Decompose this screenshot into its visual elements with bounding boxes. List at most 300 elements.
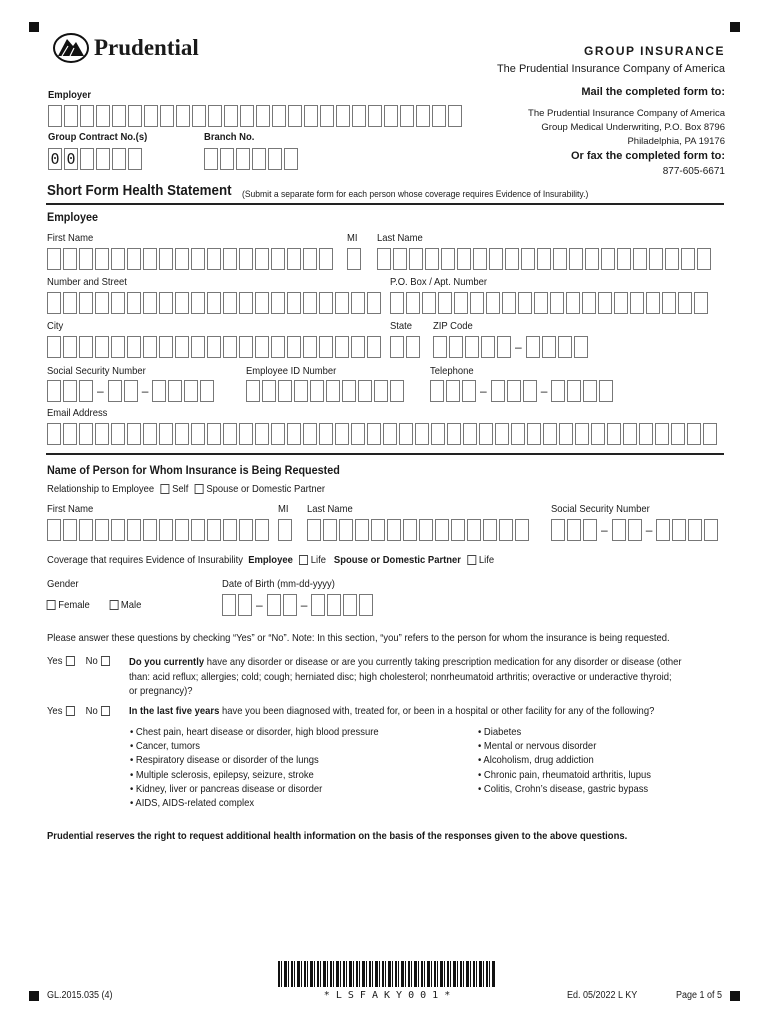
char-box[interactable] — [79, 248, 93, 270]
char-box[interactable] — [191, 292, 205, 314]
city-field[interactable] — [47, 336, 383, 358]
char-box[interactable] — [433, 336, 447, 358]
char-box[interactable] — [601, 248, 615, 270]
char-box[interactable] — [671, 423, 685, 445]
char-box[interactable] — [271, 292, 285, 314]
char-box[interactable] — [335, 423, 349, 445]
char-box[interactable] — [79, 292, 93, 314]
spouse-life-checkbox[interactable] — [467, 555, 476, 565]
insured-first-name-field[interactable] — [47, 519, 271, 541]
q1-yes-checkbox[interactable] — [66, 656, 75, 666]
char-box[interactable] — [271, 336, 285, 358]
char-box[interactable] — [486, 292, 500, 314]
char-box[interactable] — [159, 248, 173, 270]
char-box[interactable] — [551, 519, 565, 541]
char-box[interactable] — [507, 380, 521, 402]
char-box[interactable] — [569, 248, 583, 270]
char-box[interactable] — [326, 380, 340, 402]
char-box[interactable] — [409, 248, 423, 270]
char-box[interactable] — [432, 105, 446, 127]
char-box[interactable] — [367, 336, 381, 358]
char-box[interactable] — [582, 292, 596, 314]
char-box[interactable] — [612, 519, 626, 541]
char-box[interactable] — [393, 248, 407, 270]
insured-ssn-field[interactable] — [551, 519, 720, 541]
char-box[interactable] — [256, 105, 270, 127]
char-box[interactable] — [351, 336, 365, 358]
char-box[interactable] — [63, 336, 77, 358]
char-box[interactable] — [267, 594, 281, 616]
char-box[interactable] — [465, 336, 479, 358]
char-box[interactable] — [143, 336, 157, 358]
char-box[interactable] — [128, 105, 142, 127]
char-box[interactable] — [646, 292, 660, 314]
char-box[interactable] — [399, 423, 413, 445]
char-box[interactable] — [566, 292, 580, 314]
char-box[interactable] — [390, 336, 404, 358]
char-box[interactable] — [287, 292, 301, 314]
char-box[interactable] — [390, 292, 404, 314]
char-box[interactable] — [467, 519, 481, 541]
char-box[interactable] — [224, 105, 238, 127]
char-box[interactable] — [495, 423, 509, 445]
char-box[interactable] — [614, 292, 628, 314]
char-box[interactable] — [160, 105, 174, 127]
char-box[interactable] — [268, 148, 282, 170]
char-box[interactable] — [207, 423, 221, 445]
char-box[interactable] — [335, 336, 349, 358]
char-box[interactable] — [176, 105, 190, 127]
char-box[interactable] — [526, 336, 540, 358]
char-box[interactable] — [63, 292, 77, 314]
char-box[interactable] — [288, 105, 302, 127]
char-box[interactable] — [703, 423, 717, 445]
char-box[interactable] — [351, 423, 365, 445]
char-box[interactable] — [287, 248, 301, 270]
char-box[interactable] — [704, 519, 718, 541]
char-box[interactable] — [143, 423, 157, 445]
char-box[interactable] — [598, 292, 612, 314]
employee-id-field[interactable] — [246, 380, 406, 402]
digit-box[interactable] — [96, 148, 110, 170]
char-box[interactable] — [48, 105, 62, 127]
char-box[interactable] — [448, 105, 462, 127]
char-box[interactable] — [457, 248, 471, 270]
char-box[interactable] — [79, 519, 93, 541]
char-box[interactable] — [159, 336, 173, 358]
char-box[interactable] — [567, 519, 581, 541]
char-box[interactable] — [438, 292, 452, 314]
char-box[interactable] — [95, 292, 109, 314]
char-box[interactable] — [542, 336, 556, 358]
char-box[interactable] — [447, 423, 461, 445]
char-box[interactable] — [239, 423, 253, 445]
digit-box[interactable] — [128, 148, 142, 170]
char-box[interactable] — [278, 380, 292, 402]
char-box[interactable] — [553, 248, 567, 270]
char-box[interactable] — [491, 380, 505, 402]
char-box[interactable] — [222, 594, 236, 616]
char-box[interactable] — [662, 292, 676, 314]
char-box[interactable] — [63, 380, 77, 402]
char-box[interactable] — [207, 292, 221, 314]
char-box[interactable] — [678, 292, 692, 314]
char-box[interactable] — [238, 594, 252, 616]
spouse-checkbox[interactable] — [195, 484, 204, 494]
char-box[interactable] — [108, 380, 122, 402]
char-box[interactable] — [310, 380, 324, 402]
char-box[interactable] — [159, 423, 173, 445]
char-box[interactable] — [335, 292, 349, 314]
char-box[interactable] — [111, 292, 125, 314]
char-box[interactable] — [607, 423, 621, 445]
char-box[interactable] — [499, 519, 513, 541]
char-box[interactable] — [111, 423, 125, 445]
char-box[interactable] — [550, 292, 564, 314]
char-box[interactable] — [303, 423, 317, 445]
char-box[interactable] — [454, 292, 468, 314]
char-box[interactable] — [262, 380, 276, 402]
char-box[interactable] — [489, 248, 503, 270]
char-box[interactable] — [184, 380, 198, 402]
char-box[interactable] — [449, 336, 463, 358]
char-box[interactable] — [95, 336, 109, 358]
char-box[interactable] — [255, 248, 269, 270]
telephone-field[interactable] — [430, 380, 615, 402]
digit-box[interactable] — [112, 148, 126, 170]
char-box[interactable] — [390, 380, 404, 402]
char-box[interactable] — [63, 248, 77, 270]
char-box[interactable] — [656, 519, 670, 541]
char-box[interactable] — [323, 519, 337, 541]
char-box[interactable] — [175, 423, 189, 445]
char-box[interactable] — [463, 423, 477, 445]
char-box[interactable] — [585, 248, 599, 270]
insured-last-name-field[interactable] — [307, 519, 531, 541]
char-box[interactable] — [143, 292, 157, 314]
char-box[interactable] — [223, 336, 237, 358]
char-box[interactable] — [272, 105, 286, 127]
employee-first-name-field[interactable] — [47, 248, 335, 270]
char-box[interactable] — [207, 336, 221, 358]
char-box[interactable] — [343, 594, 357, 616]
female-checkbox[interactable] — [47, 600, 56, 610]
char-box[interactable] — [327, 594, 341, 616]
insured-mi-field[interactable] — [278, 519, 294, 541]
char-box[interactable] — [462, 380, 476, 402]
branch-field[interactable] — [204, 148, 300, 170]
char-box[interactable] — [111, 336, 125, 358]
char-box[interactable] — [255, 336, 269, 358]
char-box[interactable] — [441, 248, 455, 270]
char-box[interactable] — [479, 423, 493, 445]
char-box[interactable] — [415, 423, 429, 445]
char-box[interactable] — [303, 336, 317, 358]
char-box[interactable] — [111, 519, 125, 541]
char-box[interactable] — [255, 292, 269, 314]
char-box[interactable] — [697, 248, 711, 270]
char-box[interactable] — [599, 380, 613, 402]
char-box[interactable] — [96, 105, 110, 127]
char-box[interactable] — [307, 519, 321, 541]
char-box[interactable] — [271, 423, 285, 445]
char-box[interactable] — [304, 105, 318, 127]
char-box[interactable] — [239, 336, 253, 358]
email-field[interactable] — [47, 423, 719, 445]
char-box[interactable] — [79, 336, 93, 358]
employee-ssn-field[interactable] — [47, 380, 216, 402]
char-box[interactable] — [159, 292, 173, 314]
char-box[interactable] — [220, 148, 234, 170]
char-box[interactable] — [239, 248, 253, 270]
char-box[interactable] — [574, 336, 588, 358]
char-box[interactable] — [95, 519, 109, 541]
char-box[interactable] — [319, 292, 333, 314]
char-box[interactable] — [287, 423, 301, 445]
char-box[interactable] — [271, 248, 285, 270]
char-box[interactable] — [534, 292, 548, 314]
char-box[interactable] — [95, 248, 109, 270]
char-box[interactable] — [127, 519, 141, 541]
char-box[interactable] — [359, 594, 373, 616]
char-box[interactable] — [191, 423, 205, 445]
char-box[interactable] — [143, 519, 157, 541]
char-box[interactable] — [383, 423, 397, 445]
char-box[interactable] — [127, 423, 141, 445]
char-box[interactable] — [377, 248, 391, 270]
char-box[interactable] — [284, 148, 298, 170]
char-box[interactable] — [47, 519, 61, 541]
char-box[interactable] — [352, 105, 366, 127]
char-box[interactable] — [204, 148, 218, 170]
char-box[interactable] — [47, 336, 61, 358]
char-box[interactable] — [223, 423, 237, 445]
char-box[interactable] — [451, 519, 465, 541]
char-box[interactable] — [583, 519, 597, 541]
char-box[interactable] — [208, 105, 222, 127]
char-box[interactable] — [347, 248, 361, 270]
char-box[interactable] — [483, 519, 497, 541]
char-box[interactable] — [191, 248, 205, 270]
char-box[interactable] — [688, 519, 702, 541]
char-box[interactable] — [303, 248, 317, 270]
char-box[interactable] — [159, 519, 173, 541]
char-box[interactable] — [623, 423, 637, 445]
char-box[interactable] — [515, 519, 529, 541]
char-box[interactable] — [63, 519, 77, 541]
char-box[interactable] — [567, 380, 581, 402]
char-box[interactable] — [559, 423, 573, 445]
char-box[interactable] — [191, 336, 205, 358]
char-box[interactable] — [144, 105, 158, 127]
char-box[interactable] — [630, 292, 644, 314]
char-box[interactable] — [655, 423, 669, 445]
char-box[interactable] — [473, 248, 487, 270]
char-box[interactable] — [431, 423, 445, 445]
char-box[interactable] — [175, 248, 189, 270]
char-box[interactable] — [374, 380, 388, 402]
char-box[interactable] — [339, 519, 353, 541]
char-box[interactable] — [406, 292, 420, 314]
char-box[interactable] — [64, 105, 78, 127]
char-box[interactable] — [47, 380, 61, 402]
char-box[interactable] — [319, 423, 333, 445]
char-box[interactable] — [63, 423, 77, 445]
q2-yes-checkbox[interactable] — [66, 706, 75, 716]
char-box[interactable] — [419, 519, 433, 541]
char-box[interactable] — [628, 519, 642, 541]
char-box[interactable] — [406, 336, 420, 358]
char-box[interactable] — [446, 380, 460, 402]
self-checkbox[interactable] — [160, 484, 169, 494]
zip-field[interactable] — [433, 336, 590, 358]
char-box[interactable] — [152, 380, 166, 402]
digit-box[interactable]: 0 — [48, 148, 62, 170]
group-contract-field[interactable] — [48, 148, 144, 170]
char-box[interactable] — [303, 292, 317, 314]
char-box[interactable] — [240, 105, 254, 127]
char-box[interactable] — [223, 292, 237, 314]
char-box[interactable] — [551, 380, 565, 402]
char-box[interactable] — [319, 248, 333, 270]
char-box[interactable] — [236, 148, 250, 170]
state-field[interactable] — [390, 336, 422, 358]
char-box[interactable] — [342, 380, 356, 402]
char-box[interactable] — [200, 380, 214, 402]
char-box[interactable] — [47, 423, 61, 445]
employee-last-name-field[interactable] — [377, 248, 713, 270]
char-box[interactable] — [127, 292, 141, 314]
char-box[interactable] — [319, 336, 333, 358]
q2-no-checkbox[interactable] — [101, 706, 110, 716]
char-box[interactable] — [320, 105, 334, 127]
char-box[interactable] — [239, 519, 253, 541]
q1-no-checkbox[interactable] — [101, 656, 110, 666]
char-box[interactable] — [336, 105, 350, 127]
digit-box[interactable] — [80, 148, 94, 170]
char-box[interactable] — [523, 380, 537, 402]
char-box[interactable] — [367, 423, 381, 445]
char-box[interactable] — [633, 248, 647, 270]
char-box[interactable] — [223, 248, 237, 270]
street-field[interactable] — [47, 292, 383, 314]
char-box[interactable] — [95, 423, 109, 445]
char-box[interactable] — [591, 423, 605, 445]
char-box[interactable] — [400, 105, 414, 127]
char-box[interactable] — [112, 105, 126, 127]
char-box[interactable] — [371, 519, 385, 541]
char-box[interactable] — [127, 336, 141, 358]
char-box[interactable] — [518, 292, 532, 314]
char-box[interactable] — [435, 519, 449, 541]
char-box[interactable] — [681, 248, 695, 270]
char-box[interactable] — [575, 423, 589, 445]
char-box[interactable] — [124, 380, 138, 402]
char-box[interactable] — [481, 336, 495, 358]
char-box[interactable] — [80, 105, 94, 127]
male-checkbox[interactable] — [109, 600, 118, 610]
po-box-field[interactable] — [390, 292, 710, 314]
char-box[interactable] — [175, 292, 189, 314]
char-box[interactable] — [252, 148, 266, 170]
char-box[interactable] — [255, 423, 269, 445]
char-box[interactable] — [283, 594, 297, 616]
char-box[interactable] — [502, 292, 516, 314]
char-box[interactable] — [239, 292, 253, 314]
employee-id-label: Employee ID Number — [246, 365, 337, 377]
char-box[interactable] — [47, 248, 61, 270]
char-box[interactable] — [351, 292, 365, 314]
char-box[interactable] — [639, 423, 653, 445]
char-box[interactable] — [558, 336, 572, 358]
gender-label: Gender — [47, 578, 79, 590]
char-box[interactable] — [355, 519, 369, 541]
char-box[interactable] — [537, 248, 551, 270]
char-box[interactable] — [649, 248, 663, 270]
char-box[interactable] — [175, 519, 189, 541]
char-box[interactable] — [403, 519, 417, 541]
char-box[interactable] — [111, 248, 125, 270]
char-box[interactable] — [617, 248, 631, 270]
char-box[interactable] — [521, 248, 535, 270]
char-box[interactable] — [416, 105, 430, 127]
char-box[interactable] — [387, 519, 401, 541]
char-box[interactable] — [311, 594, 325, 616]
char-box[interactable] — [367, 292, 381, 314]
char-box[interactable] — [287, 336, 301, 358]
char-box[interactable] — [672, 519, 686, 541]
char-box[interactable] — [665, 248, 679, 270]
char-box[interactable] — [47, 292, 61, 314]
char-box[interactable] — [79, 423, 93, 445]
char-box[interactable] — [127, 248, 141, 270]
char-box[interactable] — [192, 105, 206, 127]
char-box[interactable] — [168, 380, 182, 402]
char-box[interactable] — [358, 380, 372, 402]
char-box[interactable] — [384, 105, 398, 127]
char-box[interactable] — [246, 380, 260, 402]
char-box[interactable] — [191, 519, 205, 541]
char-box[interactable] — [207, 519, 221, 541]
char-box[interactable] — [694, 292, 708, 314]
char-box[interactable] — [527, 423, 541, 445]
char-box[interactable] — [368, 105, 382, 127]
char-box[interactable] — [143, 248, 157, 270]
char-box[interactable] — [207, 248, 221, 270]
digit-box[interactable]: 0 — [64, 148, 78, 170]
char-box[interactable] — [422, 292, 436, 314]
char-box[interactable] — [425, 248, 439, 270]
char-box[interactable] — [583, 380, 597, 402]
char-box[interactable] — [497, 336, 511, 358]
char-box[interactable] — [430, 380, 444, 402]
char-box[interactable] — [511, 423, 525, 445]
char-box[interactable] — [278, 519, 292, 541]
char-box[interactable] — [543, 423, 557, 445]
char-box[interactable] — [223, 519, 237, 541]
char-box[interactable] — [687, 423, 701, 445]
employee-mi-field[interactable] — [347, 248, 363, 270]
employee-life-checkbox[interactable] — [299, 555, 308, 565]
char-box[interactable] — [505, 248, 519, 270]
dob-field[interactable] — [222, 594, 375, 616]
char-box[interactable] — [255, 519, 269, 541]
char-box[interactable] — [175, 336, 189, 358]
employer-field[interactable] — [48, 105, 464, 127]
char-box[interactable] — [79, 380, 93, 402]
char-box[interactable] — [294, 380, 308, 402]
char-box[interactable] — [470, 292, 484, 314]
